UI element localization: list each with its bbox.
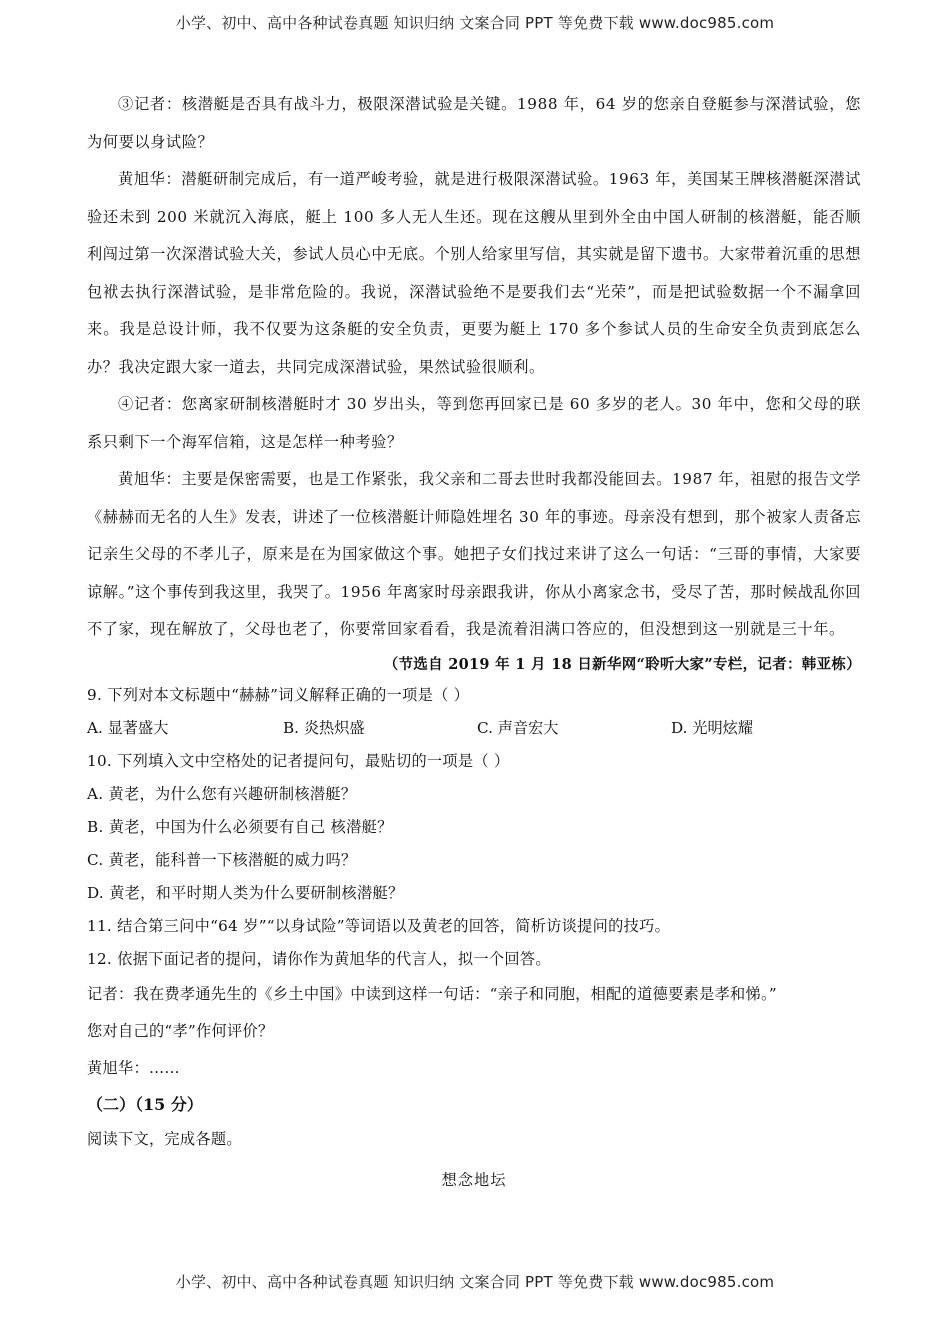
question-12-stem: 12. 依据下面记者的提问，请你作为黄旭华的代言人，拟一个回答。 [87,949,551,968]
question-12-reporter-line: 记者：我在费孝通先生的《乡土中国》中读到这样一句话：“亲子和同胞，相配的道德要素是孝和悌。” [87,984,777,1003]
passage-paragraph-4-answer: 黄旭华：主要是保密需要，也是工作紧张，我父亲和二哥去世时我都没能回去。1987 年，祖慰的报告文学《赫赫而无名的人生》发表，讲述了一位核潜艇计师隐姓埋名 30 年的事迹。母亲没有想到，那个被家人责备忘记亲生父母的不孝儿子，原来是在为国家做这个事。她把子女们找过来讲了这么一句话：“三哥的事情，大家要谅解。”这个事传到我这里，我哭了。1956 年离家时母亲跟我讲，你从小离家念书，受尽了苦，那时候战乱你回不了家，现在解放了，父母也老了，你要常回家看看，我是流着泪满口答应的，但没想到这一别就是三十年。 [87,470,861,638]
passage-paragraph-4-question: ④记者：您离家研制核潜艇时才 30 岁出头，等到您再回家已是 60 多岁的老人。30 年中，您和父母的联系只剩下一个海军信箱，这是怎样一种考验？ [87,395,861,451]
question-9-options [87,712,861,745]
question-10-stem: 10. 下列填入文中空格处的记者提问句，最贴切的一项是（ ） [87,751,510,770]
page-header: 小学、初中、高中各种试卷真题 知识归纳 文案合同 PPT 等免费下载 www.doc985.com [175,14,775,32]
source-citation: （节选自 2019 年 1 月 18 日新华网“聆听大家”专栏，记者：韩亚栋） [383,655,861,673]
article-title: 想念地坛 [441,1170,507,1189]
reading-instruction: 阅读下文，完成各题。 [87,1129,242,1148]
question-10-option-a: A. 黄老，为什么您有兴趣研制核潜艇？ [87,784,357,803]
question-9-stem: 9. 下列对本文标题中“赫赫”词义解释正确的一项是（ ） [87,685,470,704]
question-12-reporter-line-2: 您对自己的“孝”作何评价？ [87,1021,274,1040]
question-9-option-b: B. 炎热炽盛 [283,718,365,737]
question-11: 11. 结合第三问中“64 岁”“以身试险”等词语以及黄老的回答，简析访谈提问的技巧。 [87,916,671,935]
question-10-option-d: D. 黄老，和平时期人类为什么要研制核潜艇？ [87,883,404,902]
document-body [87,86,861,1198]
question-9-option-d: D. 光明炫耀 [671,718,754,737]
question-10-option-b: B. 黄老，中国为什么必须要有自己 核潜艇？ [87,817,393,836]
passage-paragraph-3-answer: 黄旭华：潜艇研制完成后，有一道严峻考验，就是进行极限深潜试验。1963 年，美国某王牌核潜艇深潜试验还未到 200 米就沉入海底，艇上 100 多人无人生还。现在这艘从里到外全由中国人研制的核潜艇，能否顺利闯过第一次深潜试验大关，参试人员心中无底。个别人给家里写信，其实就是留下遗书。大家带着沉重的思想包袱去执行深潜试验，是非常危险的。我说，深潜试验绝不是要我们去“光荣”，而是把试验数据一个不漏拿回来。我是总设计师，我不仅要为这条艇的安全负责，更要为艇上 170 多个参试人员的生命安全负责到底怎么办？我决定跟大家一道去，共同完成深潜试验，果然试验很顺利。 [87,170,861,376]
question-10-option-c: C. 黄老，能科普一下核潜艇的威力吗？ [87,850,357,869]
page-footer: 小学、初中、高中各种试卷真题 知识归纳 文案合同 PPT 等免费下载 www.doc985.com [175,1273,775,1291]
question-9-option-a: A. 显著盛大 [87,718,169,737]
passage-paragraph-3-question: ③记者：核潜艇是否具有战斗力，极限深潜试验是关键。1988 年，64 岁的您亲自登艇参与深潜试验，您为何要以身试险？ [87,95,861,151]
question-12-answer-prompt: 黄旭华：…… [87,1058,180,1077]
section-2-heading: （二）（15 分） [87,1094,203,1114]
question-9-option-c: C. 声音宏大 [477,718,559,737]
